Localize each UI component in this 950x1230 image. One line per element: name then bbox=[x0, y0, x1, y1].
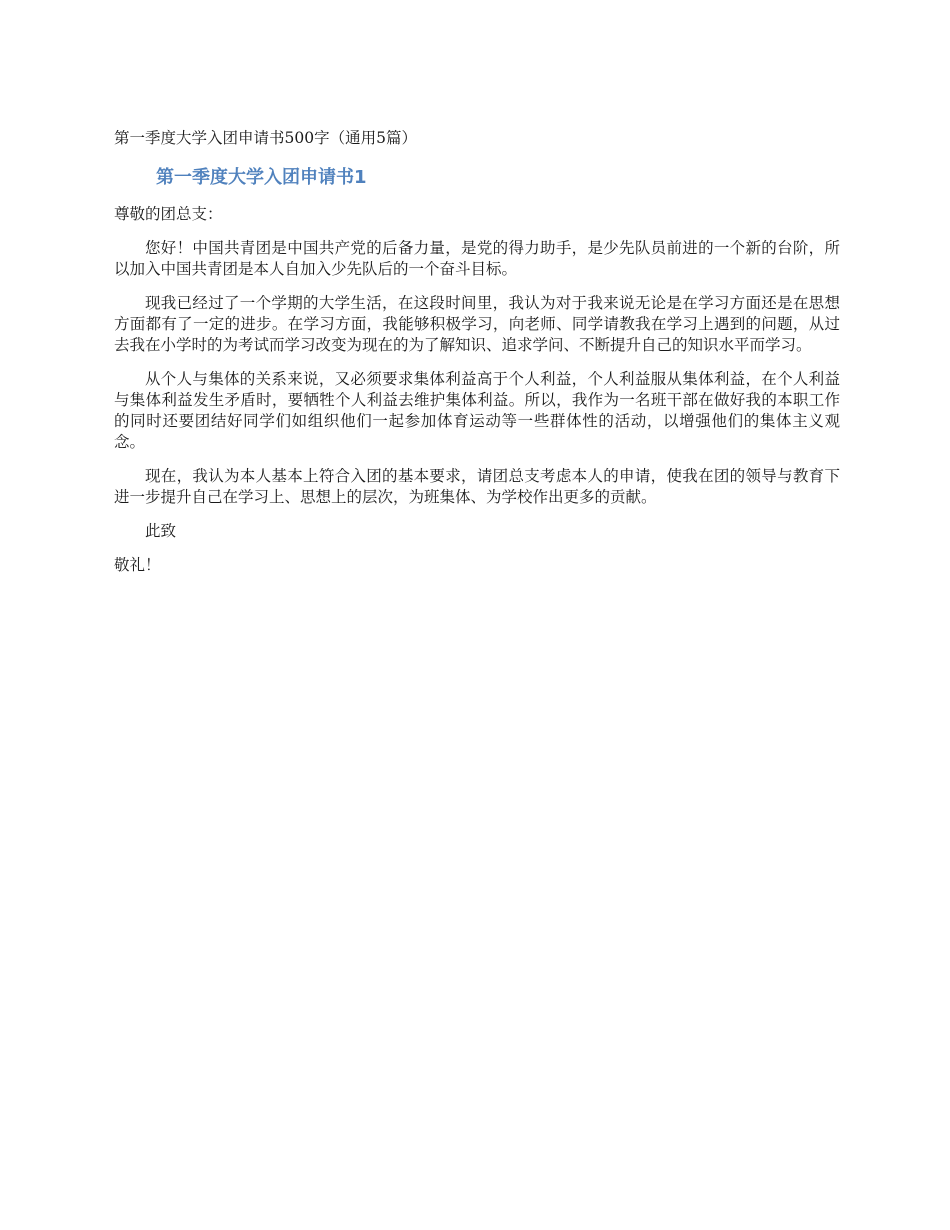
document-title: 第一季度大学入团申请书500字（通用5篇） bbox=[114, 129, 417, 147]
closing: 此致 bbox=[145, 522, 177, 540]
paragraph-1: 您好！中国共青团是中国共产党的后备力量，是党的得力助手，是少先队员前进的一个新的台阶，所以加入中国共青团是本人自加入少先队后的一个奋斗目标。 bbox=[114, 239, 840, 278]
paragraph-3: 从个人与集体的关系来说，又必须要求集体利益高于个人利益，个人利益服从集体利益，在个人利益与集体利益发生矛盾时，要牺牲个人利益去维护集体利益。所以，我作为一名班干部在做好我的本职工作的同时还要团结好同学们如组织他们一起参加体育运动等一些群体性的活动，以增强他们的集体主义观念。 bbox=[114, 370, 840, 451]
paragraph-4: 现在，我认为本人基本上符合入团的基本要求，请团总支考虑本人的申请，使我在团的领导与教育下进一步提升自己在学习上、思想上的层次，为班集体、为学校作出更多的贡献。 bbox=[114, 467, 840, 506]
paragraph-2: 现我已经过了一个学期的大学生活，在这段时间里，我认为对于我来说无论是在学习方面还是在思想方面都有了一定的进步。在学习方面，我能够积极学习，向老师、同学请教我在学习上遇到的问题，从过去我在小学时的为考试而学习改变为现在的为了解知识、追求学问、不断提升自己的知识水平而学习。 bbox=[114, 294, 840, 354]
salutation: 尊敬的团总支： bbox=[114, 205, 223, 223]
regards: 敬礼！ bbox=[114, 556, 161, 574]
section-heading: 第一季度大学入团申请书1 bbox=[156, 167, 367, 188]
letter-body bbox=[114, 204, 840, 589]
